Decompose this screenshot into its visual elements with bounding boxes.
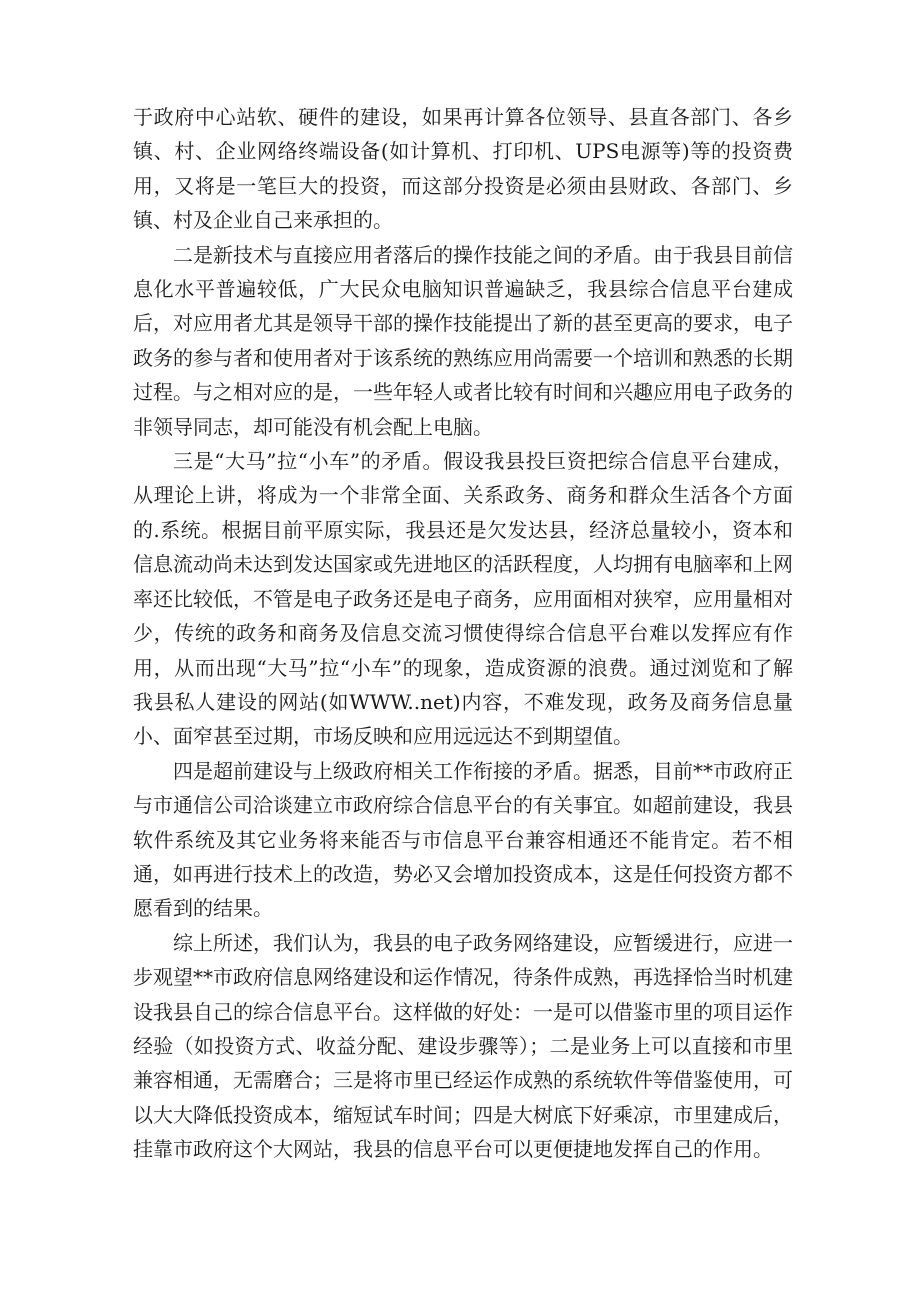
paragraph-conclusion: 综上所述，我们认为，我县的电子政务网络建设，应暂缓进行，应进一步观望**市政府信息网络建设和运作情况，待条件成熟，再选择恰当时机建设我县自己的综合信息平台。这样做的好处：一是可以借鉴市里的项目运作经验（如投资方式、收益分配、建设步骤等）；二是业务上可以直接和市里兼容相通，无需磨合；三是将市里已经运作成熟的系统软件等借鉴使用，可以大大降低投资成本，缩短试车时间；四是大树底下好乘凉，市里建成后，挂靠市政府这个大网站，我县的信息平台可以更便捷地发挥自己的作用。 (133, 930, 793, 1162)
document-page (133, 100, 793, 1167)
paragraph-continuation: 于政府中心站软、硬件的建设，如果再计算各位领导、县直各部门、各乡镇、村、企业网络终端设备(如计算机、打印机、UPS电源等)等的投资费用，又将是一笔巨大的投资，而这部分投资是必须由县财政、各部门、乡镇、村及企业自己来承担的。 (133, 105, 793, 233)
paragraph-second-contradiction: 二是新技术与直接应用者落后的操作技能之间的矛盾。由于我县目前信息化水平普遍较低，广大民众电脑知识普遍缺乏，我县综合信息平台建成后，对应用者尤其是领导干部的操作技能提出了新的甚至更高的要求，电子政务的参与者和使用者对于该系统的熟练应用尚需要一个培训和熟悉的长期过程。与之相对应的是，一些年轻人或者比较有时间和兴趣应用电子政务的非领导同志，却可能没有机会配上电脑。 (133, 242, 793, 439)
paragraph-fourth-contradiction: 四是超前建设与上级政府相关工作衔接的矛盾。据悉，目前**市政府正与市通信公司洽谈建立市政府综合信息平台的有关事宜。如超前建设，我县软件系统及其它业务将来能否与市信息平台兼容相通还不能肯定。若不相通，如再进行技术上的改造，势必又会增加投资成本，这是任何投资方都不愿看到的结果。 (133, 758, 793, 921)
paragraph-third-contradiction: 三是“大马”拉“小车”的矛盾。假设我县投巨资把综合信息平台建成，从理论上讲，将成为一个非常全面、关系政务、商务和群众生活各个方面的.系统。根据目前平原实际，我县还是欠发达县，经济总量较小，资本和信息流动尚未达到发达国家或先进地区的活跃程度，人均拥有电脑率和上网率还比较低，不管是电子政务还是电子商务，应用面相对狭窄，应用量相对少，传统的政务和商务及信息交流习惯使得综合信息平台难以发挥应有作用，从而出现“大马”拉“小车”的现象，造成资源的浪费。通过浏览和了解我县私人建设的网站(如WWW..net)内容，不难发现，政务及商务信息量小、面窄甚至过期，市场反映和应用远远达不到期望值。 (133, 449, 793, 749)
